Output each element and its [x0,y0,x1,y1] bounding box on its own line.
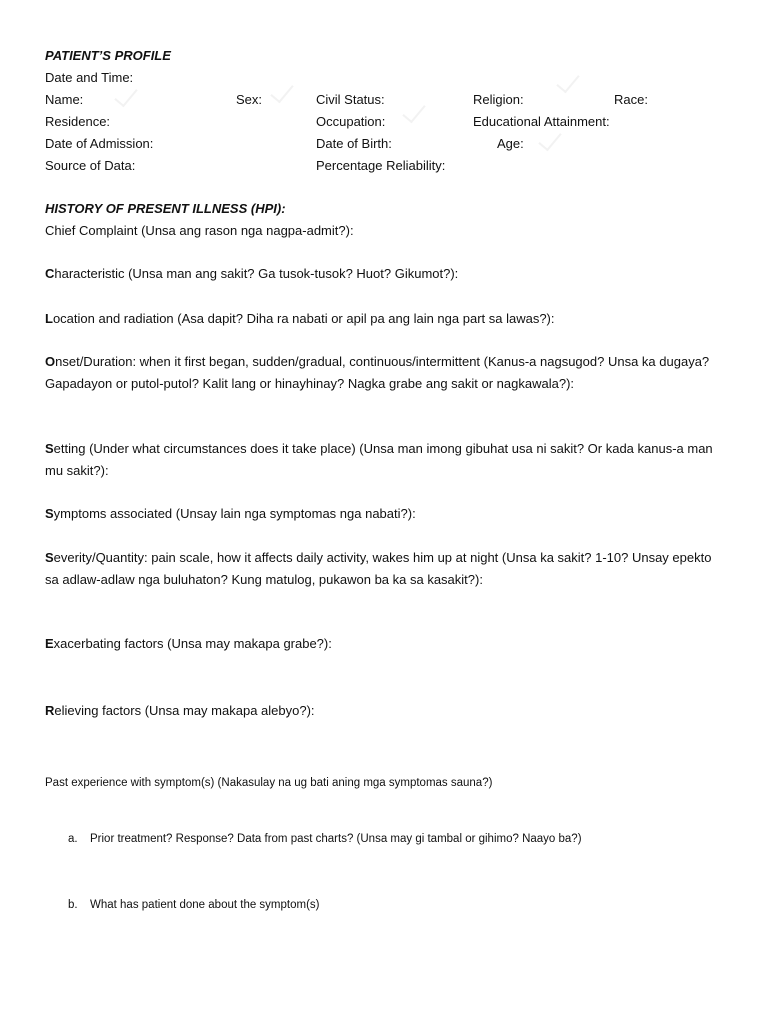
faint-check-mark-3 [402,99,425,124]
hpi-item-characteristic [45,263,725,285]
sub-item-text: Prior treatment? Response? Data from past charts? (Unsa may gi tambal or gihimo? Naayo ba?) [90,833,582,845]
name-label: Name: [45,92,84,107]
age-label: Age: [497,136,524,151]
hpi-item-lead: C [45,266,55,281]
faint-check-mark-4 [556,69,579,94]
sub-item-patient-actions [68,894,319,916]
hpi-item-lead: L [45,311,53,326]
hpi-heading: HISTORY OF PRESENT ILLNESS (HPI): [45,201,286,216]
hpi-item-text: etting (Under what circumstances does it take place) (Unsa man imong gibuhat usa ni sakit? Or kada kanus-a man mu sakit?): [45,441,713,478]
faint-check-mark-2 [270,79,293,104]
hpi-item-relieving [45,700,725,722]
hpi-item-lead: S [45,441,54,456]
past-experience-label: Past experience with symptom(s) (Nakasulay na ug bati aning mga symptomas sauna?) [45,777,493,789]
source-of-data-label: Source of Data: [45,158,136,173]
residence-label: Residence: [45,114,111,129]
percentage-reliability-label: Percentage Reliability: [316,158,446,173]
hpi-item-text: everity/Quantity: pain scale, how it affects daily activity, wakes him up at night (Unsa ka sakit? 1-10? Unsay epekto sa adlaw-adlaw nga buluhaton? Kung matulog, pukawon ba ka sa kasakit?): [45,550,712,587]
sub-item-marker: b. [68,899,78,911]
educational-attainment-label: Educational Attainment: [473,114,610,129]
religion-label: Religion: [473,92,524,107]
hpi-item-symptoms [45,503,725,525]
hpi-item-exacerbating [45,633,725,655]
hpi-item-lead: S [45,506,54,521]
sub-item-prior-treatment [68,828,582,850]
date-of-birth-label: Date of Birth: [316,136,392,151]
hpi-item-onset [45,351,725,395]
hpi-item-lead: R [45,703,55,718]
hpi-item-text: ymptoms associated (Unsay lain nga symptomas nga nabati?): [53,506,416,521]
chief-complaint-label: Chief Complaint (Unsa ang rason nga nagpa-admit?): [45,223,354,238]
hpi-item-text: elieving factors (Unsa may makapa alebyo?): [54,703,315,718]
profile-heading: PATIENT’S PROFILE [45,48,171,63]
hpi-item-severity [45,547,725,591]
hpi-item-text: xacerbating factors (Unsa may makapa grabe?): [53,636,332,651]
hpi-item-text: nset/Duration: when it first began, sudden/gradual, continuous/intermittent (Kanus-a nagsugod? Unsa ka dugaya? Gapadayon or putol-putol? Kalit lang or hinayhinay? Nagka grabe ang sakit or nagkawala?): [45,354,710,391]
hpi-item-text: haracteristic (Unsa man ang sakit? Ga tusok-tusok? Huot? Gikumot?): [54,266,459,281]
hpi-item-text: ocation and radiation (Asa dapit? Diha ra nabati or apil pa ang lain nga part sa lawas?): [52,311,555,326]
civil-status-label: Civil Status: [316,92,385,107]
hpi-item-location [45,308,725,330]
hpi-item-lead: S [45,550,54,565]
sub-item-text: What has patient done about the symptom(s) [90,899,320,911]
sub-item-marker: a. [68,833,78,845]
hpi-item-lead: O [45,354,56,369]
date-of-admission-label: Date of Admission: [45,136,154,151]
hpi-item-lead: E [45,636,54,651]
hpi-item-setting [45,438,725,482]
race-label: Race: [614,92,648,107]
occupation-label: Occupation: [316,114,386,129]
sex-label: Sex: [236,92,263,107]
date-time-label: Date and Time: [45,70,134,85]
